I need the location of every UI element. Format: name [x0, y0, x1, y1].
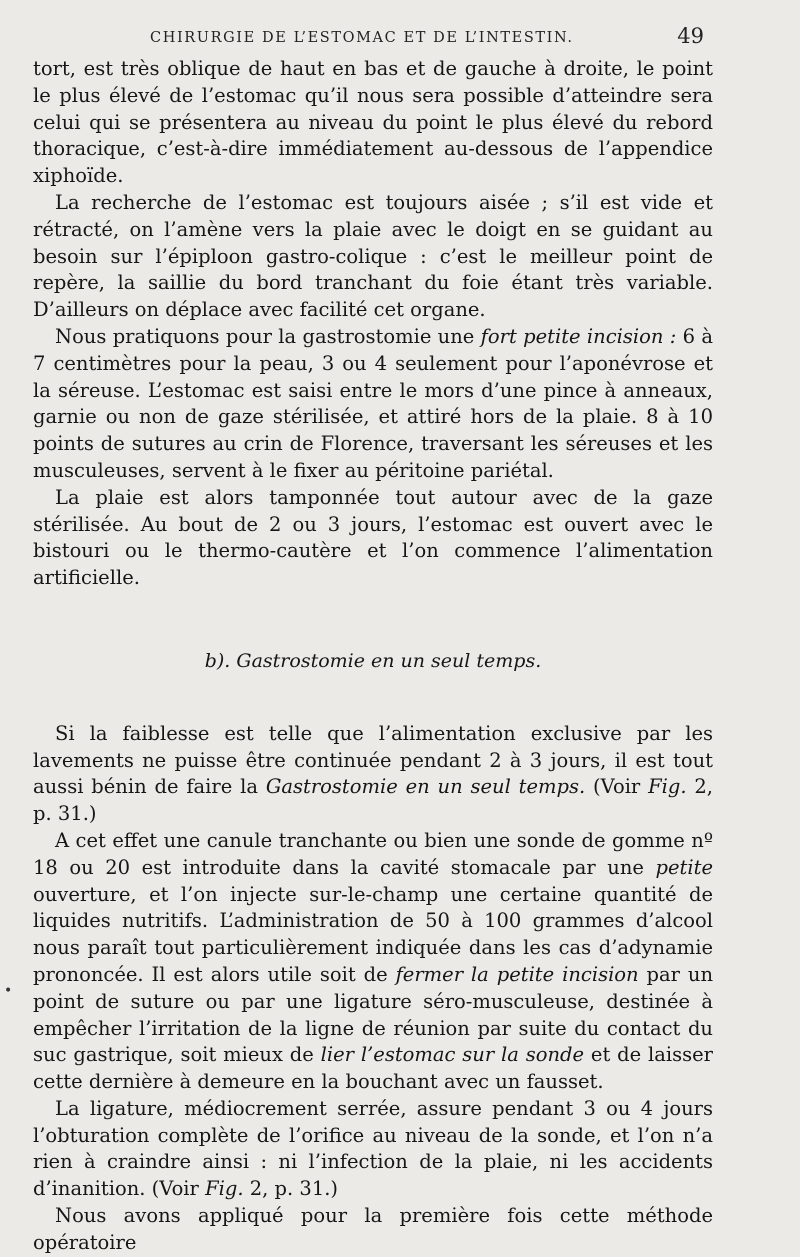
page-number: 49	[677, 24, 704, 48]
text-run: 6 à 7 centimètres pour la peau, 3 ou 4 seulement pour l’aponévrose et la séreuse. L’estomac est saisi entre le mors d’une pince à anneaux, garnie ou non de gaze stérilisée, et attiré hors de la plaie. 8 à 10 points de sutures au crin de Florence, traversant les séreuses et les musculeuses, servent à le fixer au péritoine pariétal.	[33, 324, 713, 482]
text-run: ouverture, et l’on injecte sur-le-champ une certaine quantité de liquides nutritifs. L’administration de 50 à 100 grammes d’alcool nous paraît tout particulièrement indiquée dans les cas d’adynamie prononcée. Il est alors utile soit de	[33, 882, 713, 986]
emphasis-text: lier l’estomac sur la sonde	[320, 1043, 585, 1067]
subheading-title: Gastrostomie en un seul temps.	[236, 649, 542, 672]
paragraph-5	[33, 721, 713, 828]
emphasis-text: Gastrostomie en un seul temps.	[265, 775, 586, 799]
figure-reference: Fig.	[648, 775, 687, 799]
text-run: (Voir	[585, 775, 649, 799]
text-run: 2, p. 31.)	[33, 775, 713, 826]
figure-reference: Fig.	[205, 1177, 244, 1201]
emphasis-text: petite	[655, 855, 713, 879]
paragraph-1: tort, est très oblique de haut en bas et de gauche à droite, le point le plus élevé de l’estomac qu’il nous sera possible d’atteindre sera celui qui se présentera au niveau du point le plus élevé du rebord thoracique, c’est-à-dire immédiatement au-dessous de l’appendice xiphoïde.	[33, 57, 713, 188]
paragraph-6	[33, 828, 713, 1096]
body-text	[33, 56, 713, 1257]
paragraph-8: Nous avons appliqué pour la première fois cette méthode opératoire	[33, 1204, 713, 1254]
text-run: La ligature, médiocrement serrée, assure pendant 3 ou 4 jours l’obturation complète de l’orifice au niveau de la sonde, et l’on n’a rien à craindre ainsi : ni l’infection de la plaie, ni les accidents d’inanition. (Voir	[33, 1096, 713, 1201]
section-subheading	[33, 648, 713, 675]
emphasis-text: fort petite incision :	[480, 324, 677, 348]
emphasis-text: fermer la petite incision	[395, 962, 639, 986]
paragraph-4: La plaie est alors tamponnée tout autour avec de la gaze stérilisée. Au bout de 2 ou 3 jours, l’estomac est ouvert avec le bistouri ou le thermo-cautère et l’on commence l’alimentation artificielle.	[33, 485, 713, 590]
text-run: Nous pratiquons pour la gastrostomie une	[55, 324, 481, 348]
margin-mark: •	[4, 983, 13, 999]
paragraph-2: La recherche de l’estomac est toujours aisée ; s’il est vide et rétracté, on l’amène vers la plaie avec le doigt en se guidant au besoin sur l’épiploon gastro-colique : c’est le meilleur point de repère, la saillie du bord tranchant du foie étant très variable. D’ailleurs on déplace avec facilité cet organe.	[33, 190, 713, 322]
text-run: par un point de suture ou par une ligature séro-musculeuse, destinée à empêcher l’irritation de la ligne de réunion par suite du contact du suc gastrique, soit mieux de	[33, 962, 714, 1067]
text-run: et de laisser cette dernière à demeure en la bouchant avec un fausset.	[33, 1043, 713, 1094]
text-run: Si la faiblesse est telle que l’alimentation exclusive par les lavements ne puisse être continuée pendant 2 à 3 jours, il est tout aussi bénin de faire la	[33, 721, 713, 799]
text-run: 2, p. 31.)	[243, 1177, 339, 1201]
subheading-label: b).	[204, 649, 231, 672]
running-head-title: CHIRURGIE DE L’ESTOMAC ET DE L’INTESTIN.	[150, 30, 574, 46]
text-run: A cet effet une canule tranchante ou bien une sonde de gomme nº 18 ou 20 est introduite dans la cavité stomacale par une	[33, 828, 713, 879]
paragraph-7	[33, 1096, 713, 1203]
paragraph-3	[33, 324, 713, 485]
running-head	[0, 22, 800, 56]
